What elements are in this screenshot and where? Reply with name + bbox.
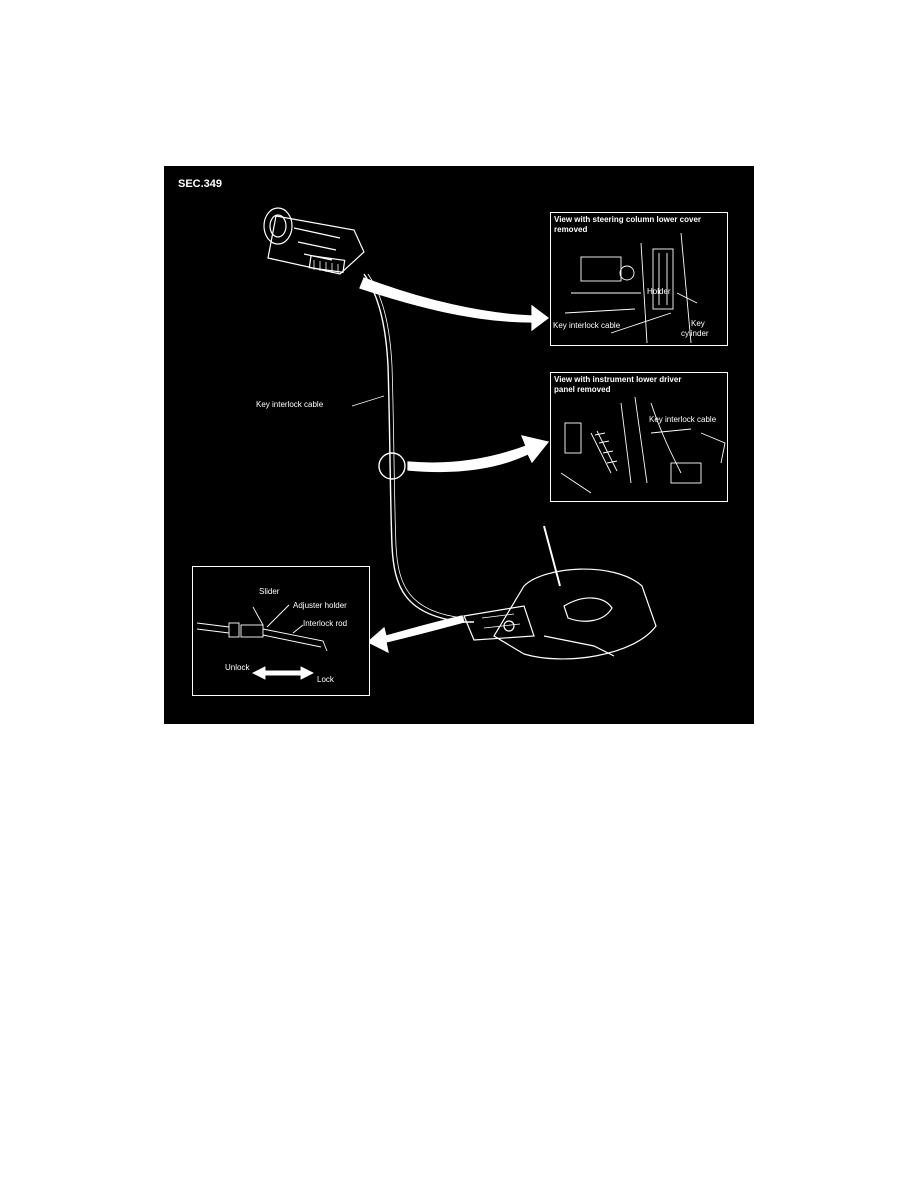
inset-mid-artwork [551, 373, 727, 501]
inset-mid-cable-label: Key interlock cable [649, 415, 717, 424]
inset-top-caption: View with steering column lower cover removed [554, 215, 702, 234]
inset-instrument-panel [550, 372, 728, 502]
arrow-to-mid-inset [408, 436, 548, 471]
inset-bottom-artwork [193, 567, 369, 695]
slider-label: Slider [259, 587, 280, 596]
cable-detail-circle [379, 453, 405, 479]
unlock-label: Unlock [225, 663, 250, 672]
adjuster-holder-label: Adjuster holder [293, 601, 347, 610]
inset-adjuster [192, 566, 370, 696]
inset-top-cable-label: Key interlock cable [553, 321, 621, 330]
interlock-rod-label: Interlock rod [303, 619, 348, 628]
arrow-to-bottom-inset [368, 616, 464, 652]
lock-label: Lock [317, 675, 334, 684]
key-interlock-diagram [164, 166, 754, 724]
section-number: SEC.349 [178, 178, 223, 190]
inset-mid-caption: View with instrument lower driver panel removed [554, 375, 682, 394]
shift-lever-drawing [464, 526, 656, 659]
arrow-to-top-inset [360, 278, 548, 330]
cylinder-label-2: cylinder [681, 329, 709, 338]
cylinder-label-1: Key [691, 319, 705, 328]
main-cable-label: Key interlock cable [256, 400, 324, 409]
inset-steering-column [550, 212, 728, 346]
key-cylinder-drawing [264, 208, 364, 274]
holder-label: Holder [647, 287, 671, 296]
key-interlock-cable-line [364, 274, 474, 622]
